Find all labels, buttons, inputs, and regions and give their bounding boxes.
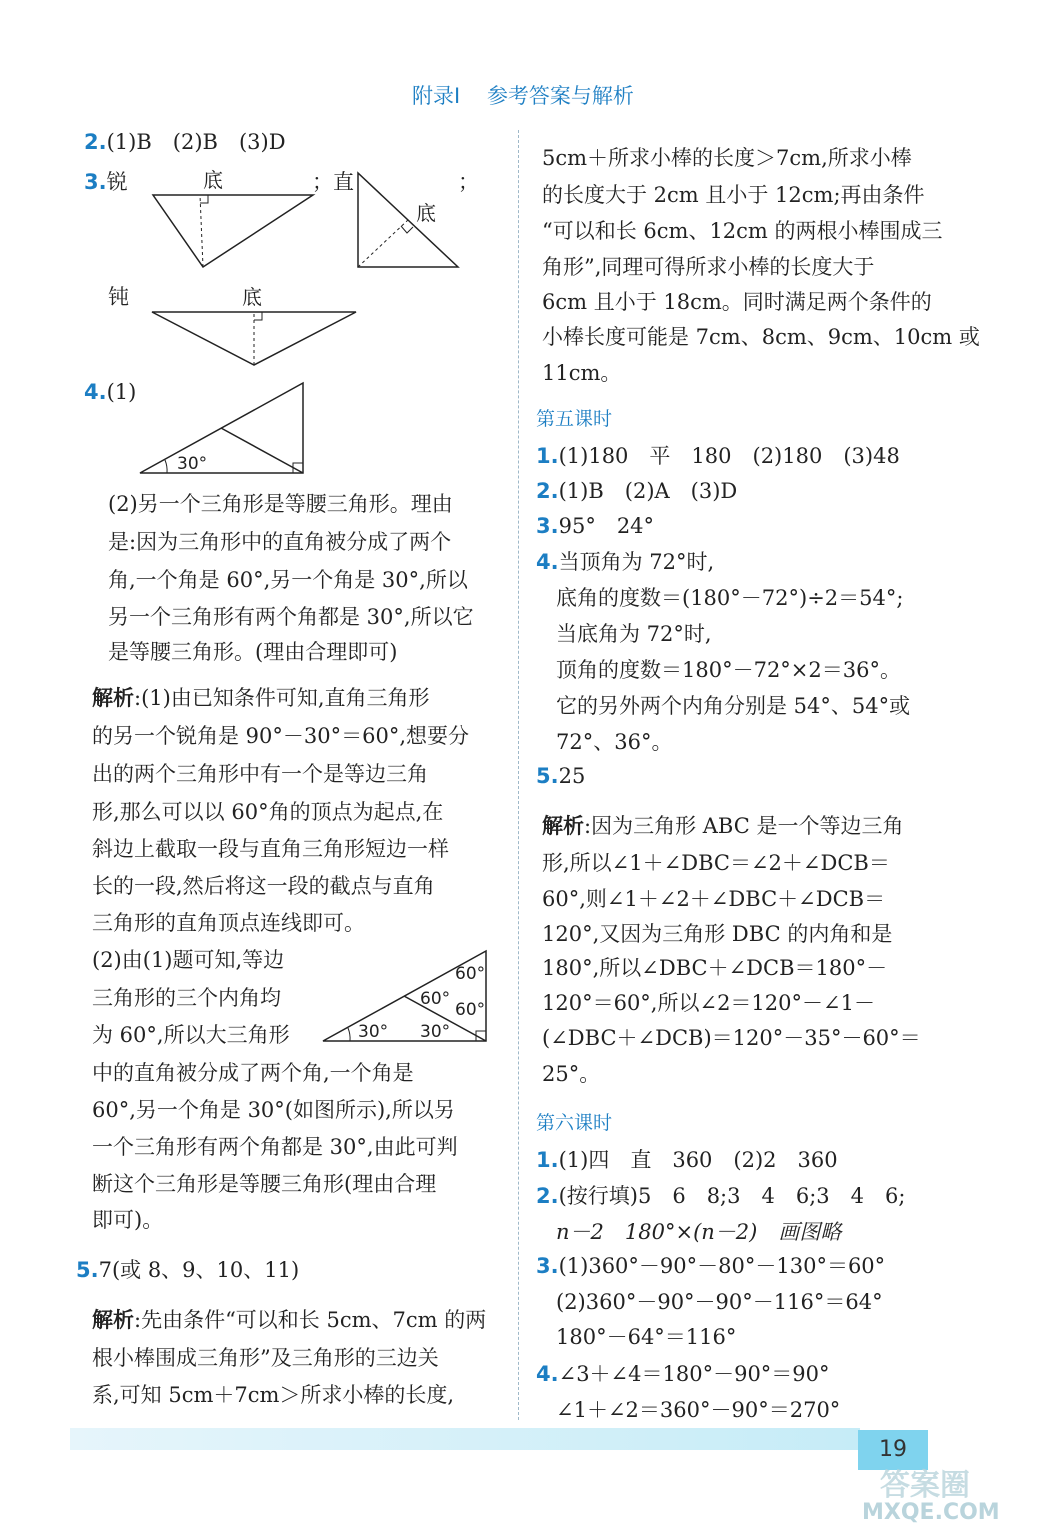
semicolon: ； [458,170,479,194]
question-number: 2. [84,130,107,154]
column-divider [518,130,519,1420]
angle-label: 30° [177,454,208,474]
lesson6-q2: 2.(按行填)5 6 8;3 4 6;3 4 6; [536,1184,906,1208]
appendix-label: 附录Ⅰ [412,84,461,108]
right-label: ；直 [312,170,354,194]
lesson5-q1: 1.(1)180 平 180 (2)180 (3)48 [536,444,900,468]
svg-text:60°: 60° [420,989,451,1009]
question-4-figure [135,380,310,480]
right-triangle-figure [350,165,465,275]
svg-text:60°: 60° [455,1000,486,1020]
obtuse-label: 钝 [108,285,129,309]
base-label: 底 [203,168,223,192]
lesson-5-heading: 第五课时 [536,408,613,430]
question-number: 4. [84,380,107,404]
lesson5-q2: 2.(1)B (2)A (3)D [536,479,738,503]
lesson5-q4: 4.当顶角为 72°时, [536,550,715,574]
header-title: 参考答案与解析 [486,84,634,108]
page-header [0,80,1046,110]
watermark-url: MXQE.COM [862,1500,1000,1525]
question-3-label [84,170,128,195]
base-label: 底 [416,201,436,225]
lesson-6-heading: 第六课时 [536,1112,613,1134]
question-5: 5.7(或 8、9、10、11) [76,1258,300,1282]
page-number: 19 [858,1430,928,1470]
footer-band [70,1428,860,1450]
lesson5-q3: 3.95° 24° [536,514,655,538]
svg-text:60°: 60° [455,964,486,984]
svg-text:30°: 30° [358,1022,389,1042]
obtuse-triangle-figure [150,280,360,370]
lesson6-q2-line2: n－2 180°×(n－2) 画图略 [556,1220,842,1244]
question-number: 3. [84,170,107,194]
analysis-2-figure [318,948,493,1048]
svg-text:30°: 30° [420,1022,451,1042]
question-2 [84,130,286,155]
question-4-label: 4.(1) [84,380,137,404]
question-number: 5. [76,1258,99,1282]
watermark: 答案圈 [880,1468,970,1503]
acute-label: 锐 [106,170,128,194]
lesson6-q3: 3.(1)360°－90°－80°－130°＝60° [536,1254,886,1278]
lesson6-q4: 4.∠3＋∠4＝180°－90°＝90° [536,1362,830,1386]
lesson6-q1: 1.(1)四 直 360 (2)2 360 [536,1148,838,1172]
lesson5-q5: 5.25 [536,764,586,788]
base-label: 底 [242,285,262,309]
acute-triangle-figure [145,165,320,275]
answer-text: (1)B (2)B (3)D [106,130,286,154]
